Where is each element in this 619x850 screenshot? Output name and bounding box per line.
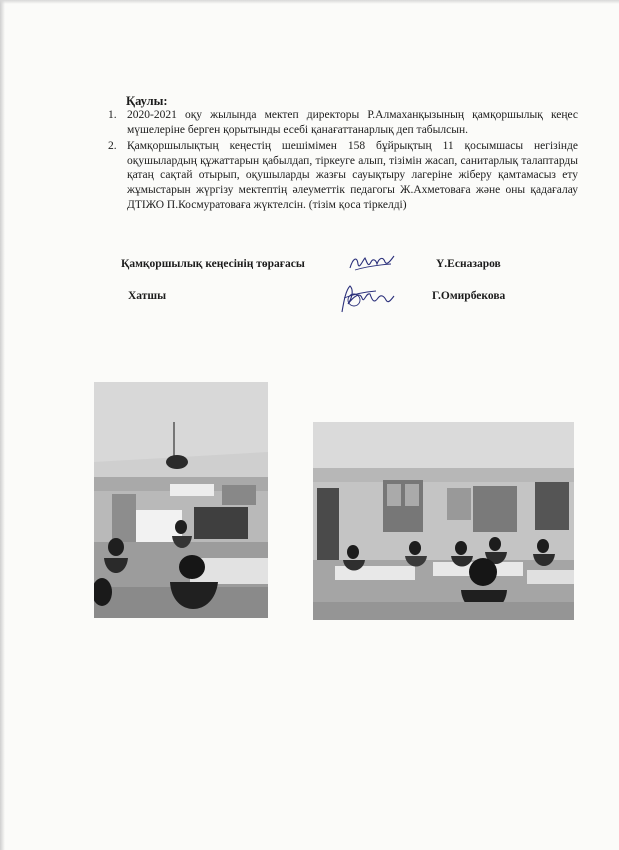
resolution-heading: Қаулы:	[126, 94, 168, 108]
item-number: 2.	[108, 140, 117, 153]
item-text: 2020-2021 оқу жылында мектеп директоры Р.Алмаханқызының қамқоршылық кеңес мүшелеріне берген қорытынды есебі қанағаттанарлық деп табылсын.	[127, 109, 578, 136]
secretary-name: Г.Омирбекова	[432, 290, 506, 302]
chairman-signature	[347, 250, 397, 276]
scan-edge-shadow	[0, 0, 5, 850]
scan-edge-shadow-top	[0, 0, 619, 4]
resolution-item-2	[108, 139, 578, 212]
classroom-meeting-photo	[94, 382, 268, 618]
chairman-position: Қамқоршылық кеңесінің төрағасы	[121, 258, 305, 270]
resolution-list	[108, 108, 578, 214]
item-number: 1.	[108, 109, 117, 121]
council-meeting-photo	[313, 422, 574, 620]
resolution-item-1	[108, 108, 578, 137]
chairman-name: Ү.Есназаров	[436, 258, 501, 270]
item-text: Қамқоршылықтың кеңестің шешімімен 158 бұйрықтың 11 қосымшасы негізінде оқушылардың құжаттарын қабылдап, тіркеуге алып, тізімін жасап, санитарлық талаптарды қатаң сақтай отырып, оқушыларды жазғы сауықтыру лагеріне жіберу қамтамасыз ету жұмыстарын жүргізу мектептің әлеуметтік педагогы Ж.Ахметоваға және оны қадағалау ДТІЖО П.Космуратоваға жүктелсін. (тізім қоса тіркелді)	[127, 140, 578, 211]
secretary-signature	[334, 282, 396, 316]
secretary-position: Хатшы	[128, 290, 167, 302]
